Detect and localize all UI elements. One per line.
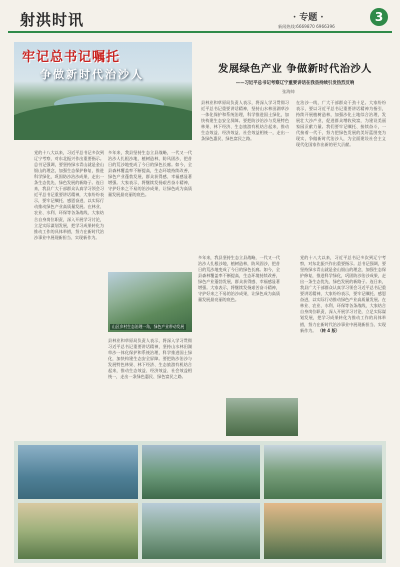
mountain-village-photo: [108, 272, 192, 332]
photo-strip: [14, 441, 386, 563]
section-label: · 专题 ·: [293, 13, 324, 23]
hero-title-line1: 牢记总书记嘱托: [22, 50, 121, 65]
masthead: [8, 5, 392, 31]
photo-green-hills: [264, 445, 382, 499]
photo-terraced-fields: [18, 503, 138, 559]
hero-title-line2: 争做新时代治沙人: [40, 68, 144, 81]
page-number-badge: 3: [370, 8, 388, 26]
masthead-divider: [8, 31, 392, 33]
masthead-title: 射洪时讯: [20, 11, 85, 29]
text-col-mid-a: 多年来，我县坚持生态立县战略，一代又一代治沙人扎根沙地，植树造林，防风固沙，把昔日的荒沙地变成了今日的绿色长廊。如今，全县森林覆盖率不断提高，生态环境持续改善，绿色产业蓬勃发展，群众获得感、幸福感显著增强。大家表示，将继续发扬艰苦奋斗精神，守护好来之不易的治沙成果，让绿色成为高质量发展最亮丽的底色。: [108, 150, 192, 198]
tree-planting-photo: [226, 398, 298, 436]
photo-forest-valley: [142, 445, 260, 499]
text-col-right-a: 县林业和草原局负责人表示，将深入学习贯彻习近平总书记重要讲话精神，坚持山水林田湖草沙一体化保护和系统治理，科学推进国土绿化，加快构建生态安全屏障。要把防沙治沙与发展特色林果、林下经济、生态旅游有机结合起来，推动生态效益、经济效益、社会效益相统一，走出一条绿色惠民、绿色富民之路。: [201, 100, 289, 142]
photo-river-town: [142, 503, 260, 559]
photo-lake-aerial: [18, 445, 138, 499]
text-col-left: 党的十八大以来，习近平总书记多次到辽宁考察，对东北振兴作出重要指示。总书记强调，要坚持绿水青山就是金山银山的理念，加强生态保护修复，推进科学绿化，巩固防沙治沙成果，走出一条生态优先、绿色发展的新路子。连日来，我县广大干部群众认真学习领会习近平总书记重要讲话精神，大家纷纷表示，要牢记嘱托、感恩奋进，以实际行动推动绿色产业高质量发展。在林业、农业、水利、环保等各条战线，大家结合自身岗位职责，深入开展学习讨论，立足实际谋划发展，把学习成果转化为推动工作的具体举措，努力在新时代治沙事业中展现新担当、实现新作为。: [34, 150, 104, 240]
hero-banner: [14, 42, 192, 140]
text-col-mid-b: 县林业和草原局负责人表示，将深入学习贯彻习近平总书记重要讲话精神，坚持山水林田湖草沙一体化保护和系统治理，科学推进国土绿化，加快构建生态安全屏障。要把防沙治沙与发展特色林果、林下经济、生态旅游有机结合起来，推动生态效益、经济效益、社会效益相统一，走出一条绿色惠民、绿色富民之路。: [108, 338, 192, 380]
text-col-right-lower: [300, 255, 386, 436]
text-col-center: 多年来，我县坚持生态立县战略，一代又一代治沙人扎根沙地，植树造林，防风固沙，把昔日的荒沙地变成了今日的绿色长廊。如今，全县森林覆盖率不断提高，生态环境持续改善，绿色产业蓬勃发展，群众获得感、幸福感显著增强。大家表示，将继续发扬艰苦奋斗精神，守护好来之不易的治沙成果，让绿色成为高质量发展最亮丽的底色。: [198, 255, 280, 303]
masthead-meta: 新闻热线:6669870 6966396: [278, 24, 335, 29]
photo-sunset-landscape: [264, 503, 382, 559]
right-lower-text: 党的十八大以来，习近平总书记多次到辽宁考察，对东北振兴作出重要指示。总书记强调，要坚持绿水青山就是金山银山的理念，加强生态保护修复，推进科学绿化，巩固防沙治沙成果，走出一条生态优先、绿色发展的新路子。连日来，我县广大干部群众认真学习领会习近平总书记重要讲话精神，大家纷纷表示，要牢记嘱托、感恩奋进，以实际行动推动绿色产业高质量发展。在林业、农业、水利、环保等各条战线，大家结合自身岗位职责，深入开展学习讨论，立足实际谋划发展，把学习成果转化为推动工作的具体举措，努力在新时代治沙事业中展现新担当、实现新作为。: [300, 255, 386, 333]
hill-shape: [14, 102, 192, 140]
text-col-right-b: 在治沙一线，广大干部群众干劲十足。大家纷纷表示，要以习近平总书记重要讲话精神为指引，持续开展植树造林，加强沙化土地综合治理，发展壮大沙产业，促进群众增收致富，为建设美丽家园贡献力量。我们要牢记嘱托、接续奋斗，一代接着一代干，努力把绿色发展的美好蓝图变为现实，争做新时代治沙人，为全面建设社会主义现代化国家作出新的更大贡献。: [296, 100, 386, 148]
article-byline: 张海帅: [282, 89, 295, 94]
continued-marker: （转 4 版）: [317, 327, 340, 333]
article-subheadline: ——习近平总书记考察辽宁重要讲话在我县持续引发热烈反响: [235, 81, 355, 86]
article-headline: 发展绿色产业 争做新时代治沙人: [218, 63, 372, 75]
photo-caption: 山区乡村生态治理一角，绿色产业带动发展: [112, 324, 185, 329]
